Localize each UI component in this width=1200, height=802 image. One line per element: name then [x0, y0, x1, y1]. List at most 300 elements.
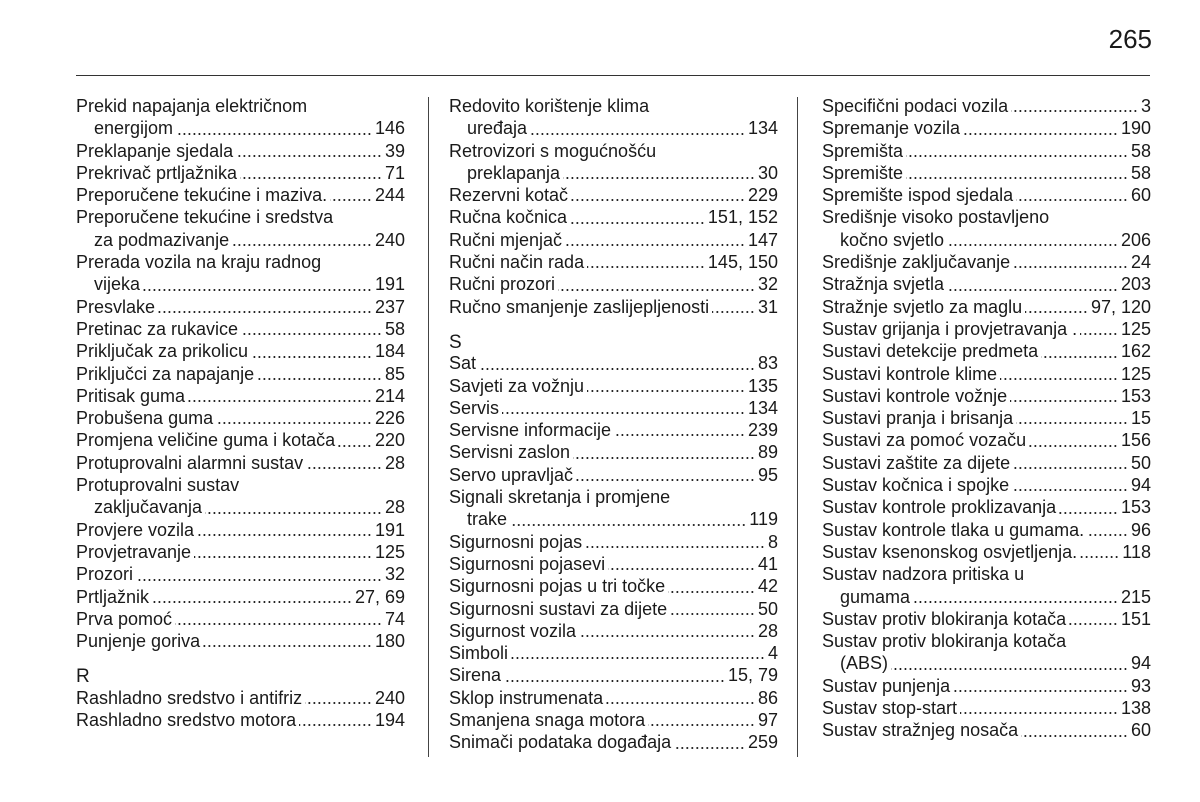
- index-entry: [76, 608, 405, 630]
- entry-page: 85: [384, 363, 405, 384]
- entry-term: Ručno smanjenje zaslijepljenosti: [449, 296, 710, 317]
- entry-page: 71: [384, 162, 405, 183]
- entry-page: 125: [1120, 318, 1151, 339]
- entry-term: Spremište ispod sjedala: [822, 185, 1014, 206]
- entry-line: [822, 474, 1151, 496]
- entry-page: 220: [374, 430, 405, 451]
- index-entry: [449, 397, 778, 419]
- index-entry: [822, 385, 1151, 407]
- entry-page: 3: [1140, 96, 1151, 116]
- dot-leader: [194, 556, 372, 558]
- entry-line: [449, 184, 778, 206]
- entry-page: 180: [374, 631, 405, 652]
- index-entry: [449, 95, 778, 140]
- entry-line: [449, 397, 778, 419]
- index-entry: [449, 184, 778, 206]
- entry-term: Stražnje svjetlo za maglu: [822, 296, 1023, 317]
- index-entry: [822, 719, 1151, 741]
- index-entry: [76, 340, 405, 362]
- index-entry: [76, 184, 405, 206]
- entry-line: [822, 719, 1151, 741]
- entry-page: 60: [1130, 185, 1151, 206]
- entry-page: 50: [1130, 452, 1151, 473]
- entry-page: 184: [374, 341, 405, 362]
- column-divider: [797, 97, 798, 757]
- entry-page: 97, 120: [1090, 296, 1151, 317]
- index-entry: [822, 140, 1151, 162]
- entry-line: [449, 296, 778, 318]
- dot-leader: [573, 457, 755, 459]
- entry-line: [822, 407, 1151, 429]
- entry-term-continuation: preklapanja: [467, 162, 561, 183]
- entry-line: [449, 464, 778, 486]
- entry-line: [822, 429, 1151, 451]
- entry-term: Sigurnosni sustavi za dijete: [449, 598, 668, 619]
- dot-leader: [1021, 735, 1128, 737]
- entry-page: 50: [757, 598, 778, 619]
- index-entry: [822, 318, 1151, 340]
- entry-term: Sustavi kontrole vožnje: [822, 385, 1008, 406]
- entry-term: Simboli: [449, 643, 509, 664]
- dot-leader: [712, 311, 755, 313]
- entry-line: [822, 385, 1151, 407]
- entry-line: [76, 385, 405, 407]
- entry-term: Specifični podaci vozila: [822, 96, 1009, 116]
- dot-leader: [143, 289, 372, 291]
- dot-leader: [197, 534, 372, 536]
- entry-term: Ručna kočnica: [449, 207, 568, 228]
- entry-page: 15, 79: [727, 665, 778, 686]
- entry-line: [76, 474, 405, 496]
- entry-line: [822, 363, 1151, 385]
- entry-line: [76, 519, 405, 541]
- entry-page: 94: [1130, 653, 1151, 674]
- dot-leader: [136, 579, 382, 581]
- index-entry: [822, 251, 1151, 273]
- entry-line: [76, 296, 405, 318]
- entry-page: 94: [1130, 475, 1151, 496]
- entry-line: [449, 352, 778, 374]
- entry-page: 28: [384, 452, 405, 473]
- entry-term: Prekrivač prtljažnika: [76, 162, 238, 183]
- entry-term: Servisne informacije: [449, 420, 612, 441]
- entry-line: [449, 531, 778, 553]
- entry-line: [76, 630, 405, 652]
- index-entry: [76, 385, 405, 407]
- index-entry: [449, 296, 778, 318]
- dot-leader: [205, 512, 382, 514]
- index-entry: [822, 452, 1151, 474]
- entry-term: Sigurnost vozila: [449, 620, 577, 641]
- dot-leader: [240, 177, 382, 179]
- entry-line: [822, 630, 1151, 652]
- entry-term: Spremišta: [822, 140, 904, 161]
- entry-term: Protuprovalni sustav: [76, 475, 240, 496]
- entry-page: 190: [1120, 118, 1151, 139]
- index-entry: [822, 117, 1151, 139]
- entry-term: Prozori: [76, 564, 134, 585]
- dot-leader: [906, 177, 1128, 179]
- entry-line: [822, 140, 1151, 162]
- entry-page: 162: [1120, 341, 1151, 362]
- entry-line: [449, 229, 778, 251]
- index-entry: [822, 273, 1151, 295]
- entry-line: [822, 652, 1151, 674]
- entry-term: Redovito korištenje klima: [449, 96, 650, 116]
- index-entry: [76, 251, 405, 296]
- index-entry: [449, 664, 778, 686]
- dot-leader: [565, 244, 745, 246]
- entry-page: 240: [374, 229, 405, 250]
- entry-term: Sustavi za pomoć vozaču: [822, 430, 1027, 451]
- entry-page: 153: [1120, 385, 1151, 406]
- entry-term: Sustav kontrole tlaka u gumama.: [822, 519, 1085, 540]
- entry-page: 93: [1130, 675, 1151, 696]
- dot-leader: [203, 645, 372, 647]
- dot-leader: [960, 712, 1118, 714]
- entry-term: Sustavi kontrole klime: [822, 363, 998, 384]
- entry-line: [76, 687, 405, 709]
- index-entry: [822, 697, 1151, 719]
- dot-leader: [1069, 623, 1118, 625]
- entry-line: [822, 586, 1151, 608]
- dot-leader: [530, 133, 745, 135]
- entry-page: 28: [384, 497, 405, 518]
- dot-leader: [587, 390, 745, 392]
- index-entry: [449, 375, 778, 397]
- entry-page: 74: [384, 608, 405, 629]
- index-entry: [822, 162, 1151, 184]
- entry-page: 156: [1120, 430, 1151, 451]
- index-entry: [449, 731, 778, 753]
- entry-page: 8: [767, 531, 778, 552]
- entry-term: Servis: [449, 397, 500, 418]
- index-entry: [822, 184, 1151, 206]
- entry-term: Rezervni kotač: [449, 185, 569, 206]
- entry-line: [449, 687, 778, 709]
- index-entry: [76, 630, 405, 652]
- entry-line: [76, 709, 405, 731]
- dot-leader: [1087, 534, 1128, 536]
- index-entry: [76, 519, 405, 541]
- index-entry: [76, 586, 405, 608]
- entry-page: 134: [747, 118, 778, 139]
- index-entry: [822, 340, 1151, 362]
- entry-term: Sigurnosni pojasevi: [449, 553, 606, 574]
- dot-leader: [563, 177, 755, 179]
- entry-line: [449, 419, 778, 441]
- index-entry: [76, 687, 405, 709]
- entry-term: Ručni prozori: [449, 274, 556, 295]
- entry-term: Prekid napajanja električnom: [76, 96, 308, 116]
- entry-page: 226: [374, 408, 405, 429]
- entry-page: 125: [1120, 363, 1151, 384]
- entry-term: Signali skretanja i promjene: [449, 487, 671, 508]
- index-entry: [822, 363, 1151, 385]
- entry-line: [822, 519, 1151, 541]
- entry-line: [822, 675, 1151, 697]
- entry-page: 89: [757, 442, 778, 463]
- entry-line: [76, 162, 405, 184]
- entry-term: Pritisak guma: [76, 385, 186, 406]
- entry-page: 214: [374, 385, 405, 406]
- entry-page: 27, 69: [354, 586, 405, 607]
- index-entry: [449, 206, 778, 228]
- index-entry: [76, 318, 405, 340]
- entry-term: Sustav protiv blokiranja kotača: [822, 631, 1067, 652]
- dot-leader: [953, 690, 1128, 692]
- entry-line: [76, 541, 405, 563]
- index-entry: [76, 140, 405, 162]
- index-column-2: [449, 95, 778, 754]
- index-entry: [449, 687, 778, 709]
- entry-term: Servo upravljač: [449, 464, 574, 485]
- entry-page: 4: [767, 643, 778, 664]
- index-entry: [449, 620, 778, 642]
- entry-line: [449, 553, 778, 575]
- entry-term: Prerada vozila na kraju radnog: [76, 252, 322, 273]
- entry-page: 206: [1120, 229, 1151, 250]
- entry-line: [449, 620, 778, 642]
- index-entry: [449, 486, 778, 531]
- entry-line: [76, 340, 405, 362]
- entry-page: 28: [757, 620, 778, 641]
- entry-page: 83: [757, 353, 778, 374]
- entry-term: Pretinac za rukavice: [76, 318, 239, 339]
- section-letter: S: [449, 331, 462, 353]
- entry-term: Provjere vozila: [76, 519, 195, 540]
- entry-line: [76, 117, 405, 139]
- entry-line: [76, 184, 405, 206]
- entry-term: Sustav kontrole proklizavanja: [822, 497, 1057, 518]
- dot-leader: [232, 244, 372, 246]
- index-entry: [822, 675, 1151, 697]
- entry-line: [822, 95, 1151, 117]
- page-number: 265: [1108, 24, 1152, 54]
- entry-line: [822, 296, 1151, 318]
- entry-term: Preklapanje sjedala: [76, 140, 234, 161]
- entry-term: Spremište: [822, 162, 904, 183]
- index-entry: [449, 598, 778, 620]
- entry-line: [822, 496, 1151, 518]
- dot-leader: [1010, 400, 1118, 402]
- entry-term-continuation: (ABS): [840, 653, 889, 674]
- entry-line: [76, 608, 405, 630]
- index-entry: [76, 296, 405, 318]
- entry-term: Sirena: [449, 665, 502, 686]
- entry-line: [449, 117, 778, 139]
- dot-leader: [1011, 110, 1138, 112]
- entry-page: 191: [374, 274, 405, 295]
- header-rule: [76, 75, 1150, 76]
- dot-leader: [1016, 422, 1128, 424]
- dot-leader: [1000, 378, 1118, 380]
- index-entry: [822, 563, 1151, 608]
- entry-term: Protuprovalni alarmni sustav: [76, 452, 304, 473]
- entry-line: [822, 273, 1151, 295]
- dot-leader: [913, 601, 1118, 603]
- index-entry: [449, 464, 778, 486]
- entry-page: 32: [384, 564, 405, 585]
- entry-line: [449, 508, 778, 530]
- entry-term-continuation: kočno svjetlo: [840, 229, 945, 250]
- entry-page: 24: [1130, 252, 1151, 273]
- entry-page: 41: [757, 553, 778, 574]
- entry-page: 95: [757, 464, 778, 485]
- index-entry: [822, 608, 1151, 630]
- entry-line: [76, 318, 405, 340]
- dot-leader: [511, 657, 765, 659]
- index-entry: [449, 273, 778, 295]
- entry-term-continuation: vijeka: [94, 274, 141, 295]
- entry-page: 138: [1120, 698, 1151, 719]
- entry-line: [76, 95, 405, 117]
- entry-line: [449, 206, 778, 228]
- index-entry: [76, 162, 405, 184]
- dot-leader: [963, 133, 1118, 135]
- entry-line: [76, 586, 405, 608]
- dot-leader: [1029, 445, 1118, 447]
- entry-line: [449, 575, 778, 597]
- entry-page: 153: [1120, 497, 1151, 518]
- index-entry: [449, 419, 778, 441]
- entry-page: 240: [374, 687, 405, 708]
- entry-term: Promjena veličine guma i kotača: [76, 430, 336, 451]
- entry-term: Sustav punjenja: [822, 675, 951, 696]
- entry-term: Smanjena snaga motora: [449, 710, 646, 731]
- entry-line: [449, 441, 778, 463]
- dot-leader: [947, 244, 1118, 246]
- dot-leader: [606, 702, 755, 704]
- entry-page: 244: [374, 185, 405, 206]
- dot-leader: [306, 467, 382, 469]
- index-entry: [76, 407, 405, 429]
- dot-leader: [1016, 199, 1128, 201]
- entry-page: 135: [747, 375, 778, 396]
- entry-page: 15: [1130, 408, 1151, 429]
- entry-line: [76, 407, 405, 429]
- dot-leader: [257, 378, 382, 380]
- entry-line: [449, 664, 778, 686]
- dot-leader: [1025, 311, 1088, 313]
- dot-leader: [502, 412, 745, 414]
- entry-term: Preporučene tekućine i sredstva: [76, 207, 334, 228]
- index-entry: [822, 407, 1151, 429]
- entry-term: Probušena guma: [76, 408, 214, 429]
- index-entry: [449, 553, 778, 575]
- entry-line: [822, 697, 1151, 719]
- entry-term: Sustav grijanja i provjetravanja .: [822, 318, 1078, 339]
- index-entry: [76, 541, 405, 563]
- dot-leader: [579, 635, 755, 637]
- entry-term: Prtljažnik: [76, 586, 150, 607]
- dot-leader: [587, 266, 705, 268]
- dot-leader: [176, 133, 372, 135]
- entry-term-continuation: uređaja: [467, 118, 528, 139]
- dot-leader: [648, 724, 755, 726]
- dot-leader: [1012, 489, 1128, 491]
- entry-line: [449, 598, 778, 620]
- entry-page: 58: [1130, 162, 1151, 183]
- entry-page: 96: [1130, 519, 1151, 540]
- dot-leader: [510, 524, 746, 526]
- entry-line: [822, 184, 1151, 206]
- entry-page: 259: [747, 732, 778, 753]
- dot-leader: [585, 546, 765, 548]
- entry-line: [76, 273, 405, 295]
- dot-leader: [338, 445, 372, 447]
- entry-page: 151, 152: [707, 207, 778, 228]
- entry-term: Rashladno sredstvo motora: [76, 710, 297, 731]
- dot-leader: [947, 289, 1118, 291]
- dot-leader: [1059, 512, 1118, 514]
- index-entry: [76, 206, 405, 251]
- entry-line: [822, 206, 1151, 228]
- index-entry: [822, 474, 1151, 496]
- index-column-3: [822, 95, 1151, 742]
- entry-term: Sustav kočnica i spojke: [822, 475, 1010, 496]
- dot-leader: [891, 668, 1128, 670]
- entry-term: Punjenje goriva: [76, 631, 201, 652]
- dot-leader: [571, 199, 745, 201]
- dot-leader: [906, 155, 1128, 157]
- entry-line: [822, 117, 1151, 139]
- entry-page: 119: [749, 509, 778, 530]
- entry-line: [76, 496, 405, 518]
- entry-term: Retrovizori s mogućnošću: [449, 140, 657, 161]
- dot-leader: [299, 724, 372, 726]
- index-entry: [76, 95, 405, 140]
- entry-term: Ručni način rada: [449, 252, 585, 273]
- entry-page: 58: [384, 318, 405, 339]
- entry-page: 145, 150: [707, 252, 778, 273]
- entry-line: [76, 140, 405, 162]
- index-entry: [449, 229, 778, 251]
- entry-term: Središnje zaključavanje: [822, 252, 1011, 273]
- entry-line: [449, 642, 778, 664]
- dot-leader: [175, 623, 382, 625]
- dot-leader: [1080, 333, 1118, 335]
- entry-page: 215: [1120, 586, 1151, 607]
- index-entry: [449, 251, 778, 273]
- entry-term: Sustavi detekcije predmeta: [822, 341, 1039, 362]
- dot-leader: [558, 289, 755, 291]
- dot-leader: [216, 422, 372, 424]
- entry-term-continuation: trake: [467, 509, 508, 530]
- entry-term: Sustav stop-start: [822, 698, 958, 719]
- entry-line: [76, 363, 405, 385]
- index-entry: [822, 496, 1151, 518]
- entry-line: [822, 608, 1151, 630]
- entry-line: [449, 273, 778, 295]
- entry-line: [822, 318, 1151, 340]
- entry-page: 39: [384, 140, 405, 161]
- entry-page: 97: [757, 710, 778, 731]
- entry-page: 60: [1130, 720, 1151, 741]
- index-entry: [449, 352, 778, 374]
- entry-line: [76, 452, 405, 474]
- entry-term: Preporučene tekućine i maziva.: [76, 185, 328, 206]
- entry-line: [822, 251, 1151, 273]
- entry-term: Priključci za napajanje: [76, 363, 255, 384]
- entry-line: [822, 229, 1151, 251]
- index-entry: [76, 474, 405, 519]
- entry-term: Sustav protiv blokiranja kotača: [822, 608, 1067, 629]
- entry-term: Spremanje vozila: [822, 118, 961, 139]
- entry-line: [449, 375, 778, 397]
- dot-leader: [241, 333, 382, 335]
- entry-line: [76, 251, 405, 273]
